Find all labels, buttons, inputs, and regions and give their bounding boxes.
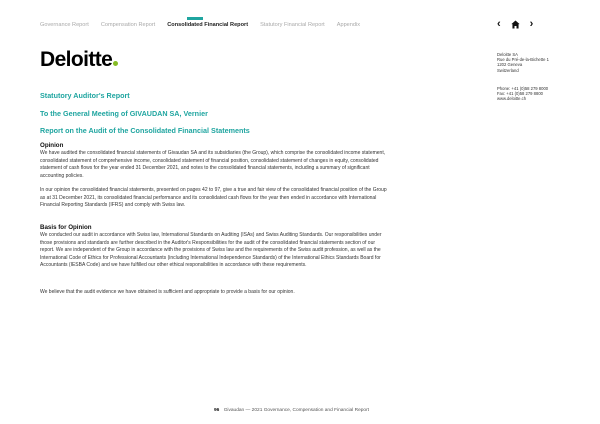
address-line: Deloitte SA — [497, 52, 518, 57]
home-icon[interactable] — [511, 20, 520, 29]
page-footer — [214, 408, 369, 413]
opinion-heading: Opinion — [40, 142, 64, 149]
auditor-contact — [497, 86, 548, 102]
nav-consolidated-financial-report[interactable]: Consolidated Financial Report — [167, 22, 249, 28]
basis-paragraph-2: We believe that the audit evidence we have obtained is sufficient and appropriate to provide a basis for our opinion. — [40, 289, 295, 295]
address-line: Switzerland — [497, 67, 519, 73]
next-page-icon[interactable]: › — [529, 18, 534, 30]
auditor-address — [497, 52, 549, 73]
section-heading: Report on the Audit of the Consolidated Financial Statements — [40, 126, 250, 135]
nav-appendix[interactable]: Appendix — [336, 22, 361, 28]
page-navigation — [497, 19, 533, 30]
fax-number: Fax: +41 (0)58 279 8800 — [497, 91, 543, 97]
previous-page-icon[interactable]: ‹ — [497, 18, 501, 30]
address-line: Rue du Pré-de-la-Bichette 1 — [497, 57, 549, 63]
nav-statutory-financial-report[interactable]: Statutory Financial Report — [260, 22, 325, 28]
logo-green-dot — [113, 61, 118, 66]
address-line: 1202 Geneva — [497, 62, 523, 68]
deloitte-logo — [40, 48, 118, 72]
footer-text: Givaudan — 2021 Governance, Compensation and Financial Report — [223, 408, 370, 413]
nav-governance-report[interactable]: Governance Report — [40, 22, 89, 28]
phone-number: Phone: +41 (0)58 279 8000 — [497, 86, 549, 91]
website-link[interactable]: www.deloitte.ch — [497, 96, 527, 102]
logo-text: Deloitte — [40, 48, 113, 71]
top-navigation — [40, 22, 372, 28]
opinion-paragraph-1: We have audited the consolidated financial statements of Givaudan SA and its subsidiaries (the Group), which comprise the consolidated income statement, consolidated statement of comprehensive income, consolidated statement of financial position, consolidated statement of changes in equity, consolidated statement of cash flows for the year ended 31 December 2021, and notes to the consolidated financial statements, including a summary of significant accounting policies. — [40, 150, 386, 179]
opinion-paragraph-2: In our opinion the consolidated financial statements, presented on pages 42 to 97, give a true and fair view of the consolidated financial position of the Group as at 31 December 2021, its consolidated financial performance and its consolidated cash flows for the year then ended in accordance with International Financial Reporting Standards (IFRS) and comply with Swiss law. — [40, 187, 387, 208]
basis-heading: Basis for Opinion — [40, 224, 92, 231]
addressee-heading: To the General Meeting of GIVAUDAN SA, Vernier — [40, 109, 208, 118]
basis-paragraph-1: We conducted our audit in accordance with Swiss law, International Standards on Auditing (ISAs) and Swiss Auditing Standards. Our responsibilities under those provisions and standards are further described in the Auditor's Responsibilities for the audit of the consolidated financial statements section of our report. We are independent of the Group in accordance with the provisions of Swiss law and the requirements of the Swiss audit profession, as well as the International Code of Ethics for Professional Accountants (including International Independence Standards) of the International Ethics Standards Board for Accountants (IESBA Code) and we have fulfilled our other ethical responsibilities in accordance with these requirements. — [40, 232, 382, 268]
nav-compensation-report[interactable]: Compensation Report — [100, 22, 156, 28]
page-number: 96 — [214, 408, 220, 413]
report-title: Statutory Auditor's Report — [40, 91, 130, 100]
